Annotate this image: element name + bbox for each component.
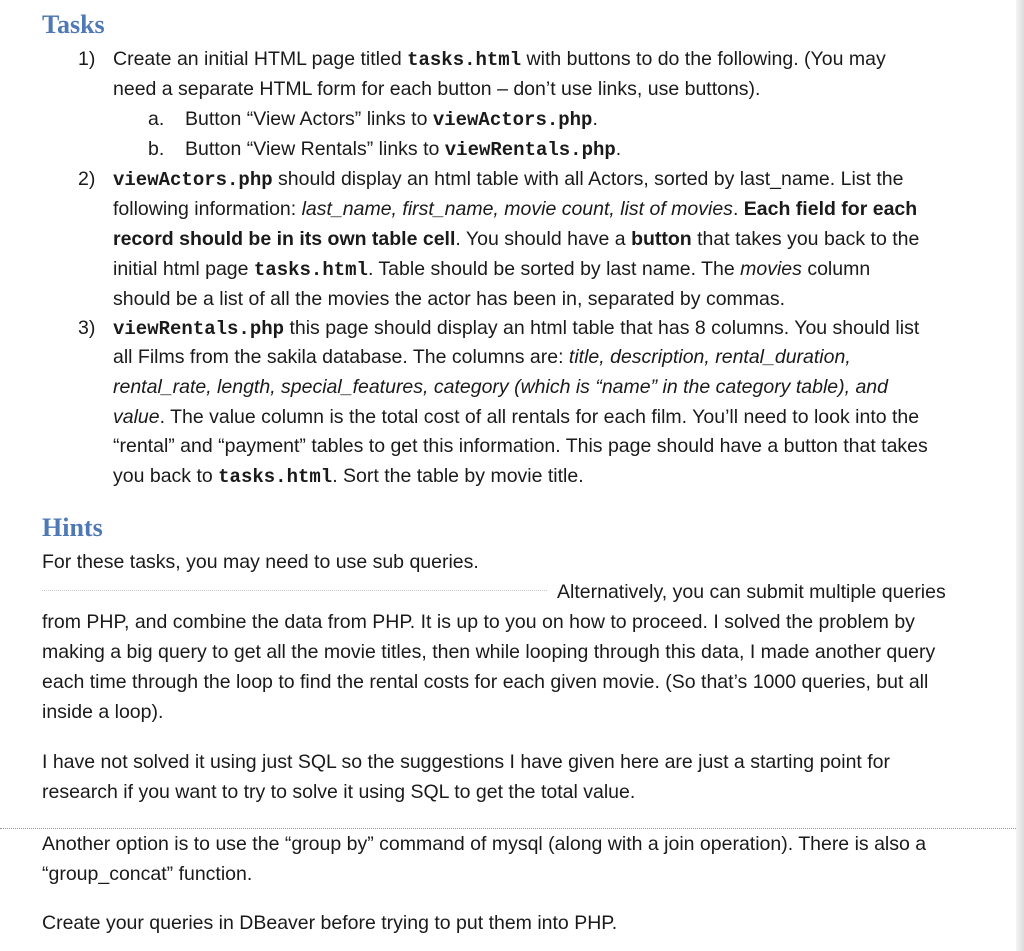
- item3-line2: [113, 345, 851, 369]
- bold-button-word: button: [631, 228, 692, 250]
- subitem-b: [185, 137, 621, 162]
- item3-line4: [113, 405, 919, 429]
- item2-line4: [113, 257, 870, 282]
- faded-text-line: [42, 590, 547, 592]
- subitem-a-letter: a.: [148, 108, 165, 130]
- hints-para4-line1: Another option is to use the “group by” command of mysql (along with a join operation). There is also a: [42, 833, 927, 855]
- movies-word: movies: [740, 258, 802, 280]
- item2-line1: [113, 167, 903, 192]
- item3-text: this page should display an html table that has 8 columns. You should list: [284, 317, 920, 339]
- item2-line3: [113, 227, 919, 251]
- tasks-html-code: tasks.html: [253, 259, 368, 281]
- hints-para2-line4: each time through the loop to find the rental costs for each given movie. (So that’s 1000 queries, but all: [42, 671, 929, 693]
- subitem-b-letter: b.: [148, 138, 165, 160]
- item2-text: that takes you back to the: [691, 228, 920, 250]
- view-rentals-code: viewRentals.php: [113, 318, 285, 340]
- item2-text: . You should have a: [455, 228, 632, 250]
- hints-para4-line2: “group_concat” function.: [42, 863, 253, 885]
- item2-text: should display an html table with all Actors, sorted by last_name. List the: [272, 168, 904, 190]
- bold-requirement: Each field for each: [743, 198, 918, 220]
- hints-para5: Create your queries in DBeaver before trying to put them into PHP.: [42, 912, 618, 934]
- item1-number: 1): [78, 48, 96, 70]
- view-rentals-code: viewRentals.php: [444, 139, 616, 161]
- item1-text: Create an initial HTML page titled: [113, 48, 408, 70]
- section-divider: [0, 828, 1016, 829]
- item3-text: all Films from the sakila database. The columns are:: [113, 346, 569, 368]
- page-edge: [1016, 0, 1024, 951]
- item3-text: . Sort the table by movie title.: [332, 465, 584, 487]
- tasks-html-code: tasks.html: [218, 466, 333, 488]
- item2-line5: should be a list of all the movies the actor has been in, separated by commas.: [113, 288, 786, 310]
- view-actors-code: viewActors.php: [432, 109, 593, 131]
- item3-text: . The value column is the total cost of all rentals for each film. You’ll need to look into the: [159, 406, 920, 428]
- item2-line2: [113, 197, 917, 221]
- hints-para1: For these tasks, you may need to use sub queries.: [42, 551, 479, 573]
- tasks-html-code: tasks.html: [407, 49, 522, 71]
- column-list: title, description, rental_duration,: [568, 346, 851, 368]
- subitem-b-end: .: [615, 138, 622, 160]
- subitem-a-text: Button “View Actors” links to: [185, 108, 433, 130]
- hints-para2-line2: from PHP, and combine the data from PHP. It is up to you on how to proceed. I solved the problem by: [42, 611, 915, 633]
- subitem-a: [185, 107, 598, 132]
- item1-line2: need a separate HTML form for each button – don’t use links, use buttons).: [113, 78, 761, 100]
- view-actors-code: viewActors.php: [113, 169, 273, 191]
- item3-line3: rental_rate, length, special_features, category (which is “name” in the category table), and: [113, 376, 889, 398]
- item2-text: . Table should be sorted by last name. The: [367, 258, 741, 280]
- item2-text: column: [801, 258, 871, 280]
- value-word: value: [113, 406, 160, 428]
- item3-line6: [113, 464, 584, 489]
- hints-para2-line5: inside a loop).: [42, 701, 164, 723]
- item3-number: 3): [78, 317, 96, 339]
- subitem-b-text: Button “View Rentals” links to: [185, 138, 445, 160]
- hints-para2-line3: making a big query to get all the movie titles, then while looping through this data, I made another query: [42, 641, 936, 663]
- item1-line1: [113, 47, 886, 72]
- hints-para3-line1: I have not solved it using just SQL so the suggestions I have given here are just a starting point for: [42, 751, 891, 773]
- item2-number: 2): [78, 168, 96, 190]
- item3-line5: “rental” and “payment” tables to get this information. This page should have a button that takes: [113, 435, 928, 457]
- item2-text: following information:: [113, 198, 302, 220]
- hints-para2-line1: Alternatively, you can submit multiple queries: [557, 581, 946, 603]
- actor-fields: last_name, first_name, movie count, list of movies: [301, 198, 733, 220]
- item3-line1: [113, 316, 919, 341]
- hints-heading: Hints: [42, 513, 103, 542]
- item2-text: .: [732, 198, 744, 220]
- item3-text: you back to: [113, 465, 219, 487]
- tasks-heading: Tasks: [42, 10, 105, 39]
- hints-para3-line2: research if you want to try to solve it using SQL to get the total value.: [42, 781, 636, 803]
- item1-text-end: with buttons to do the following. (You may: [521, 48, 886, 70]
- item2-text: initial html page: [113, 258, 254, 280]
- subitem-a-end: .: [592, 108, 598, 130]
- bold-requirement: record should be in its own table cell: [113, 228, 456, 250]
